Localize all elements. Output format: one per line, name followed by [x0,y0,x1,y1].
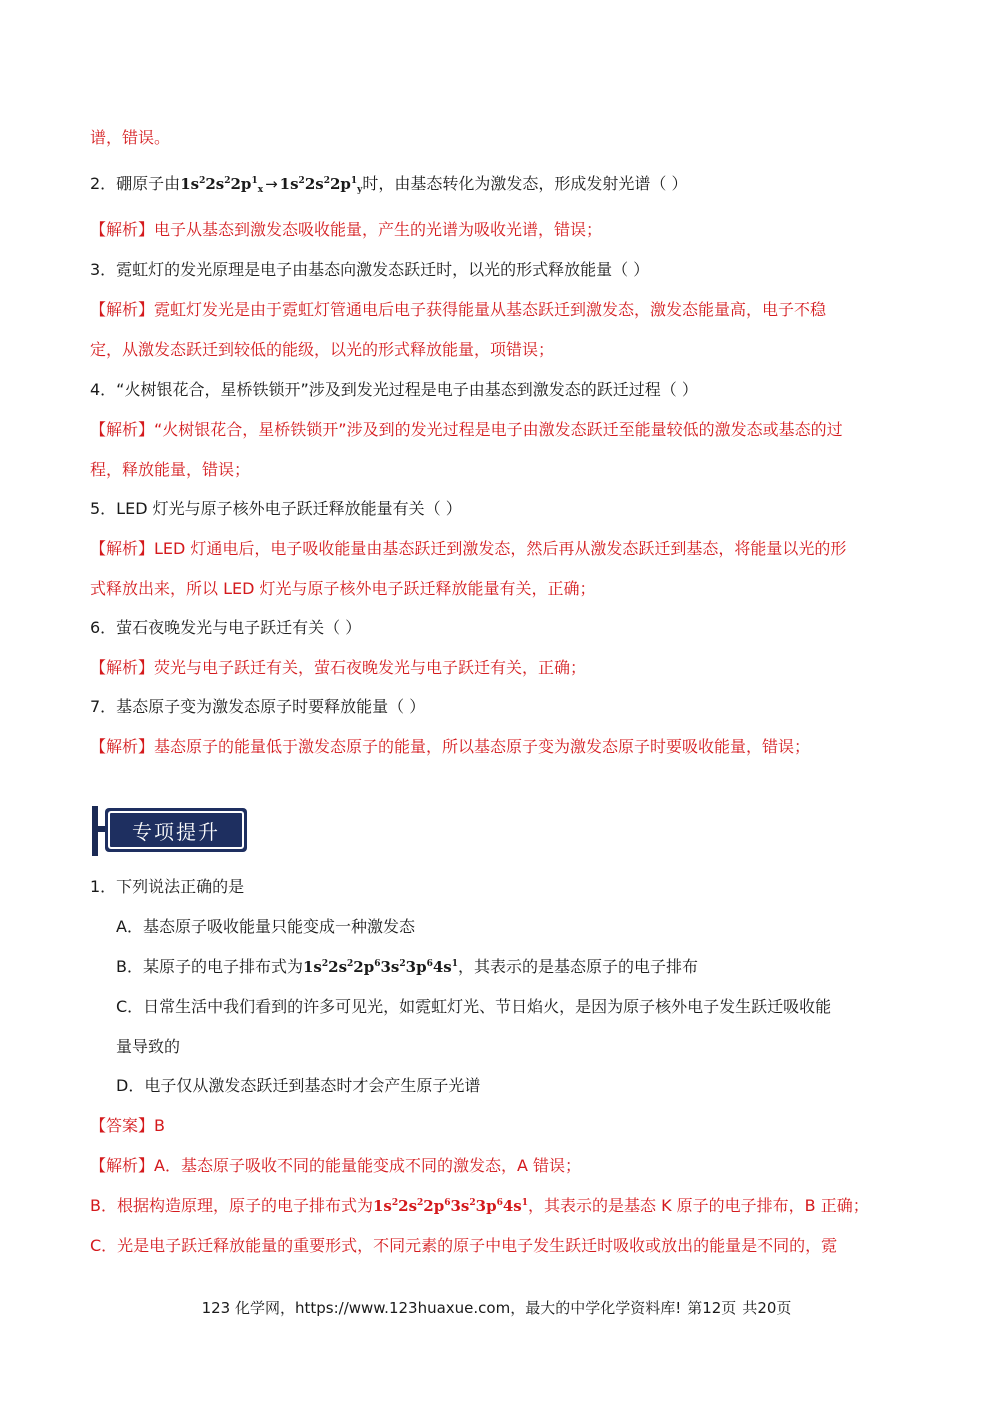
question-2-suffix: 时，由基态转化为激发态，形成发射光谱（ ） [362,174,688,193]
explanation-3-line-2: 定，从激发态跃迁到较低的能级，以光的形式释放能量，项错误； [90,340,555,359]
page-footer [0,1298,993,1318]
explanation-4-line-1: 【解析】“火树银花合，星桥铁锁开”涉及到的发光过程是电子由激发态跃迁至能量较低的激发态或基态的过 [90,420,843,439]
explanation-3-line-1: 【解析】霓虹灯发光是由于霓虹灯管通电后电子获得能量从基态跃迁到激发态，激发态能量高，电子不稳 [90,300,827,319]
explanation-1-a: 【解析】A．基态原子吸收不同的能量能变成不同的激发态，A 错误； [90,1156,581,1175]
option-b: B．某原子的电子排布式为$1s^22s^22p^63s^23p^64s^1$，其表示的是基态原子的电子排布 [116,957,699,976]
question-5: 5．LED 灯光与原子核外电子跃迁释放能量有关（ ） [90,499,462,518]
option-d: D．电子仅从激发态跃迁到基态时才会产生原子光谱 [116,1076,481,1095]
question-2-prefix: 2．硼原子由 [90,174,181,193]
question-7: 7．基态原子变为激发态原子时要释放能量（ ） [90,697,426,716]
section-badge [92,806,250,856]
explanation-4-line-2: 程，释放能量，错误； [90,460,251,479]
option-a: A．基态原子吸收能量只能变成一种激发态 [116,917,415,936]
badge-bar-icon [92,826,106,832]
footer-total-pages: 共20页 [742,1299,792,1317]
explanation-2: 【解析】电子从基态到激发态吸收能量，产生的光谱为吸收光谱，错误； [90,220,603,239]
answer: 【答案】B [90,1116,165,1135]
section-title: 专项提升 [108,811,244,849]
question-6: 6．萤石夜晚发光与电子跃迁有关（ ） [90,618,362,637]
footer-site: 123 化学网，https://www.123huaxue.com，最大的中学化学资料库! [201,1299,682,1317]
explanation-5-line-2: 式释放出来，所以 LED 灯光与原子核外电子跃迁释放能量有关，正确； [90,579,596,598]
explanation-1-c: C．光是电子跃迁释放能量的重要形式，不同元素的原子中电子发生跃迁时吸收或放出的能量是不同的，霓 [90,1236,838,1255]
option-c-line-1: C．日常生活中我们看到的许多可见光，如霓虹灯光、节日焰火，是因为原子核外电子发生跃迁吸收能 [116,997,832,1016]
question-1-stem: 1．下列说法正确的是 [90,877,245,896]
footer-page-number: 第12页 [687,1299,737,1317]
formula-k-config-2: $1s^22s^22p^63s^23p^64s^1$ [372,1197,529,1215]
question-3: 3．霓虹灯的发光原理是电子由基态向激发态跃迁时，以光的形式释放能量（ ） [90,260,650,279]
question-4: 4．“火树银花合，星桥铁锁开”涉及到发光过程是电子由基态到激发态的跃迁过程（ ） [90,380,698,399]
badge-panel [105,808,247,852]
formula-k-config: $1s^22s^22p^63s^23p^64s^1$ [302,958,459,976]
formula-boron-ground: $1s^22s^22p^1_x \to 1s^22s^22p^1_y$ [180,175,363,195]
arrow-icon: → [265,175,278,193]
explanation-5-line-1: 【解析】LED 灯通电后，电子吸收能量由基态跃迁到激发态，然后再从激发态跃迁到基态，将能量以光的形 [90,539,847,558]
answer-continuation: 谱，错误。 [90,128,171,147]
explanation-6: 【解析】荧光与电子跃迁有关，萤石夜晚发光与电子跃迁有关，正确； [90,658,587,677]
explanation-1-b: B．根据构造原理，原子的电子排布式为$1s^22s^22p^63s^23p^64s^1$，其表示的是基态 K 原子的电子排布，B 正确； [90,1196,869,1215]
explanation-7: 【解析】基态原子的能量低于激发态原子的能量，所以基态原子变为激发态原子时要吸收能量，错误； [90,737,811,756]
question-2 [90,174,903,194]
option-c-line-2: 量导致的 [116,1037,181,1056]
